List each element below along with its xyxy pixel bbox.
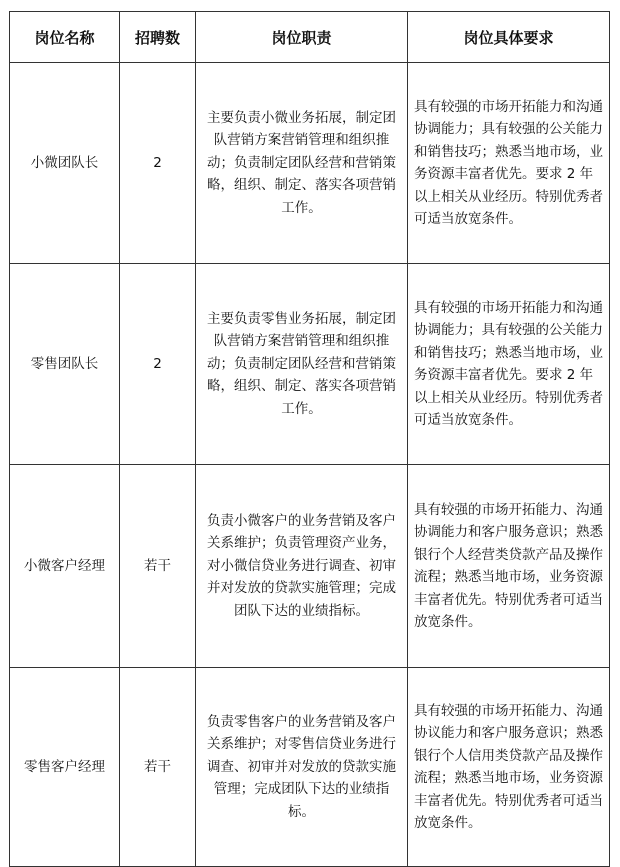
header-row [10,12,610,63]
headcount: 若干 [120,465,196,668]
duties: 主要负责零售业务拓展，制定团队营销方案营销管理和组织推动；负责制定团队经营和营销策略，组织、制定、落实各项营销工作。 [196,264,408,465]
requirements: 具有较强的市场开拓能力和沟通协调能力；具有较强的公关能力和销售技巧；熟悉当地市场，业务资源丰富者优先。要求 2 年以上相关从业经历。特别优秀者可适当放宽条件。 [408,264,610,465]
duties: 主要负责小微业务拓展，制定团队营销方案营销管理和组织推动；负责制定团队经营和营销策略，组织、制定、落实各项营销工作。 [196,63,408,264]
requirements: 具有较强的市场开拓能力和沟通协调能力；具有较强的公关能力和销售技巧；熟悉当地市场，业务资源丰富者优先。要求 2 年以上相关从业经历。特别优秀者可适当放宽条件。 [408,63,610,264]
headcount: 2 [120,264,196,465]
position-name: 小微团队长 [10,63,120,264]
table-row [10,465,610,668]
table-row [10,668,610,867]
duties: 负责零售客户的业务营销及客户关系维护；对零售信贷业务进行调查、初审并对发放的贷款实施管理；完成团队下达的业绩指标。 [196,668,408,867]
table-row [10,264,610,465]
headcount: 2 [120,63,196,264]
header-position-name: 岗位名称 [10,12,120,63]
headcount: 若干 [120,668,196,867]
position-name: 零售团队长 [10,264,120,465]
duties: 负责小微客户的业务营销及客户关系维护；负责管理资产业务，对小微信贷业务进行调查、初审并对发放的贷款实施管理；完成团队下达的业绩指标。 [196,465,408,668]
requirements: 具有较强的市场开拓能力、沟通协议能力和客户服务意识；熟悉银行个人信用类贷款产品及操作流程；熟悉当地市场，业务资源丰富者优先。特别优秀者可适当放宽条件。 [408,668,610,867]
requirements: 具有较强的市场开拓能力、沟通协调能力和客户服务意识；熟悉银行个人经营类贷款产品及操作流程；熟悉当地市场，业务资源丰富者优先。特别优秀者可适当放宽条件。 [408,465,610,668]
header-requirements: 岗位具体要求 [408,12,610,63]
header-duties: 岗位职责 [196,12,408,63]
position-name: 小微客户经理 [10,465,120,668]
recruitment-table [9,11,610,867]
position-name: 零售客户经理 [10,668,120,867]
table-row [10,63,610,264]
header-headcount: 招聘数 [120,12,196,63]
